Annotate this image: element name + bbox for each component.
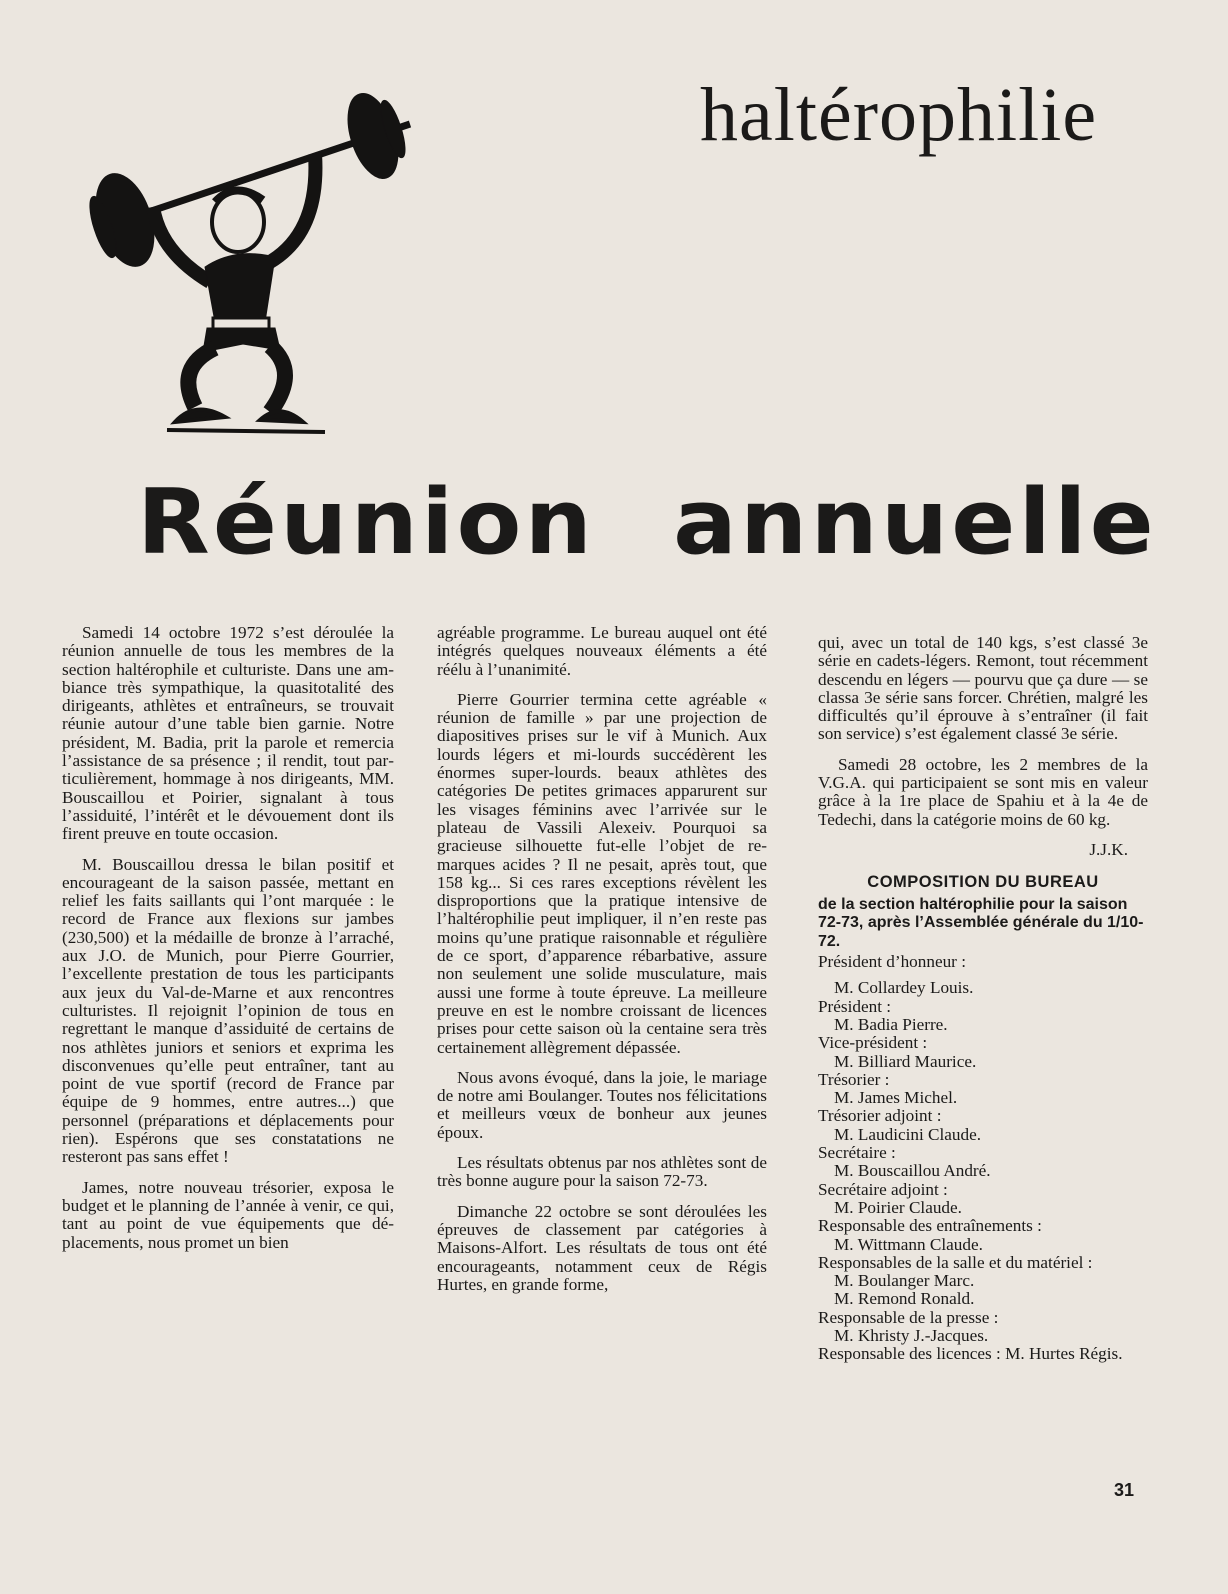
list-item bbox=[818, 1181, 1148, 1218]
paragraph: M. Bouscaillou dressa le bilan positif et encourageant de la saison passée, mettant en relief les faits saillants qui l’ont marquée : le record de France aux flexions sur jambes (230,500) et la médaille de bronze à l’arraché, aux J.O. de Munich, pour Pierre Gourrier, l’excellente prestation de tous les participants aux jeux du Val-de-Marne et aux rencontres culturistes. Il rejoignit l’opinion de tous en regrettant le manque d’assiduité de certains de nos athlètes juniors et seniors et exprima les disconvenues qu’elle peut entraîner, tant au point de vue sportif (record de France par équipe de 9 hommes, entre autres...) que personnel (préparations et déplacements pour rien). Espérons que ses constatations ne resteront pas sans effet ! bbox=[62, 854, 394, 1167]
list-item bbox=[818, 1345, 1148, 1363]
author-signature: J.J.K. bbox=[1089, 839, 1128, 859]
bureau-roles-list bbox=[818, 953, 1148, 1364]
role-title: Secrétaire adjoint : bbox=[818, 1179, 948, 1199]
page-number: 31 bbox=[1114, 1480, 1135, 1500]
bureau-subtitle: de la section haltérophilie pour la saison 72-73, après l’Assemblée générale du 1/10-72. bbox=[818, 895, 1144, 950]
article-column-2 bbox=[437, 624, 767, 1306]
list-item bbox=[818, 1071, 1148, 1108]
role-title: Président d’honneur : bbox=[818, 952, 966, 972]
paragraph: Nous avons évoqué, dans la joie, le mariage de notre ami Boulanger. Toutes nos félicitations et meilleurs vœux de bonheur aux jeunes époux. bbox=[437, 1067, 767, 1142]
section-title: haltérophilie bbox=[700, 73, 1098, 157]
role-holder: M. Khristy J.-Jacques. bbox=[834, 1326, 989, 1345]
role-holder: M. Billiard Maurice. bbox=[834, 1051, 977, 1071]
paragraph: Pierre Gourrier termina cette agréable « réunion de famille » par une projection de diapositives prises sur le vif à Munich. Aux lourds légers et mi-lourds succédèrent les énormes super-lourds. beaux athlètes des catégories De petites grimaces apparurent sur les visages féminins avec l’arrivée sur le plateau de Vassili Alexeiv. Pourquoi sa gracieuse silhouette fut-elle l’objet de remarques acides ? Il ne pesait, après tout, que 158 kg... Si ces rares exceptions révèlent les disproportions que la pratique intensive de l’haltérophilie peut impliquer, il n’en reste pas moins qu’une pratique raisonnable et régulière de ce sport, d’apparence rébarbative, assure non seulement une solide musculature, mais aussi une forme à toute épreuve. La meilleure preuve en est le nombre croissant de licences prises pour cette saison où la centaine sera très certainement allègrement dépassée. bbox=[437, 689, 767, 1057]
role-holder: M. Wittmann Claude. bbox=[834, 1234, 983, 1254]
role-title: Responsable des licences : M. Hurtes Régis. bbox=[818, 1344, 1123, 1364]
paragraph: Samedi 28 octobre, les 2 membres de la V.G.A. qui participaient se sont mis en valeur grâce à la 1re place de Spahiu et à la 4e de Tedechi, dans la catégorie moins de 60 kg. bbox=[818, 754, 1148, 829]
list-item bbox=[818, 998, 1148, 1035]
role-holder: M. Laudicini Claude. bbox=[834, 1124, 982, 1144]
paragraph: Samedi 14 octobre 1972 s’est déroulée la réunion annuelle de tous les membres de la section haltérophile et culturiste. Dans une ambiance très sympathique, la quasitotalité des dirigeants, athlètes et entraîneurs, se trouvait réunie autour d’une table bien garnie. Notre président, M. Badia, prit la parole et remercia l’assistance de sa présence ; il rendit, tout particulièrement, hommage à nos dirigeants, MM. Bouscaillou et Poirier, signalant à tous l’assiduité, l’intérêt et le dévouement dont ils firent preuve en toute occasion. bbox=[62, 623, 394, 844]
role-title: Président : bbox=[818, 996, 892, 1016]
article-headline: Réunion annuelle bbox=[137, 470, 1157, 575]
role-title: Vice-président : bbox=[818, 1033, 928, 1053]
role-title: Responsable des entraînements : bbox=[818, 1216, 1042, 1236]
role-title: Responsable de la presse : bbox=[818, 1307, 999, 1327]
role-title: Trésorier : bbox=[818, 1069, 890, 1089]
list-item bbox=[818, 1217, 1148, 1254]
list-item bbox=[818, 1309, 1148, 1346]
list-item bbox=[818, 1144, 1148, 1181]
list-item bbox=[818, 1034, 1148, 1071]
role-holder: M. Remond Ronald. bbox=[834, 1289, 975, 1309]
role-holder: M. Collardey Louis. bbox=[834, 978, 974, 998]
role-holder: M. Boulanger Marc. bbox=[834, 1271, 975, 1291]
role-holder: M. Badia Pierre. bbox=[834, 1014, 948, 1034]
paragraph: qui, avec un total de 140 kgs, s’est classé 3e série en cadets-légers. Remont, tout récemment descendu en légers — pourvu que ça dure — se classa 3e série sans forcer. Chrétien, malgré les difficultés qu’il éprouve à s’entraîner (il fait son service) s’est également classé 3e série. bbox=[818, 633, 1148, 744]
role-holder: M. Bouscaillou André. bbox=[834, 1161, 991, 1181]
list-item bbox=[818, 1254, 1148, 1309]
list-item bbox=[818, 953, 1148, 998]
article-column-3 bbox=[818, 634, 1148, 1364]
paragraph: agréable programme. Le bureau auquel ont été intégrés quelques nouveaux éléments a été réélu à l’unanimité. bbox=[437, 623, 767, 679]
role-holder: M. James Michel. bbox=[834, 1088, 958, 1108]
list-item bbox=[818, 1107, 1148, 1144]
article-column-1 bbox=[62, 624, 394, 1264]
paragraph: Dimanche 22 octobre se sont déroulées les épreuves de classement par catégories à Maisons-Alfort. Les résultats de tous ont été encourageants, notamment ceux de Régis Hurtes, en grande forme, bbox=[437, 1201, 767, 1294]
role-holder: M. Poirier Claude. bbox=[834, 1197, 962, 1217]
paragraph: Les résultats obtenus par nos athlètes sont de très bonne augure pour la saison 72-73. bbox=[437, 1153, 767, 1191]
role-title: Secrétaire : bbox=[818, 1143, 896, 1163]
bureau-title: COMPOSITION DU BUREAU bbox=[867, 873, 1099, 892]
weightlifter-illustration bbox=[75, 82, 420, 452]
role-title: Trésorier adjoint : bbox=[818, 1106, 942, 1126]
paragraph: James, notre nouveau trésorier, exposa le budget et le planning de l’année à venir, ce qui, tant au point de vue équipements que déplacements, nous promet un bien bbox=[62, 1177, 394, 1252]
role-title: Responsables de la salle et du matériel : bbox=[818, 1252, 1093, 1272]
